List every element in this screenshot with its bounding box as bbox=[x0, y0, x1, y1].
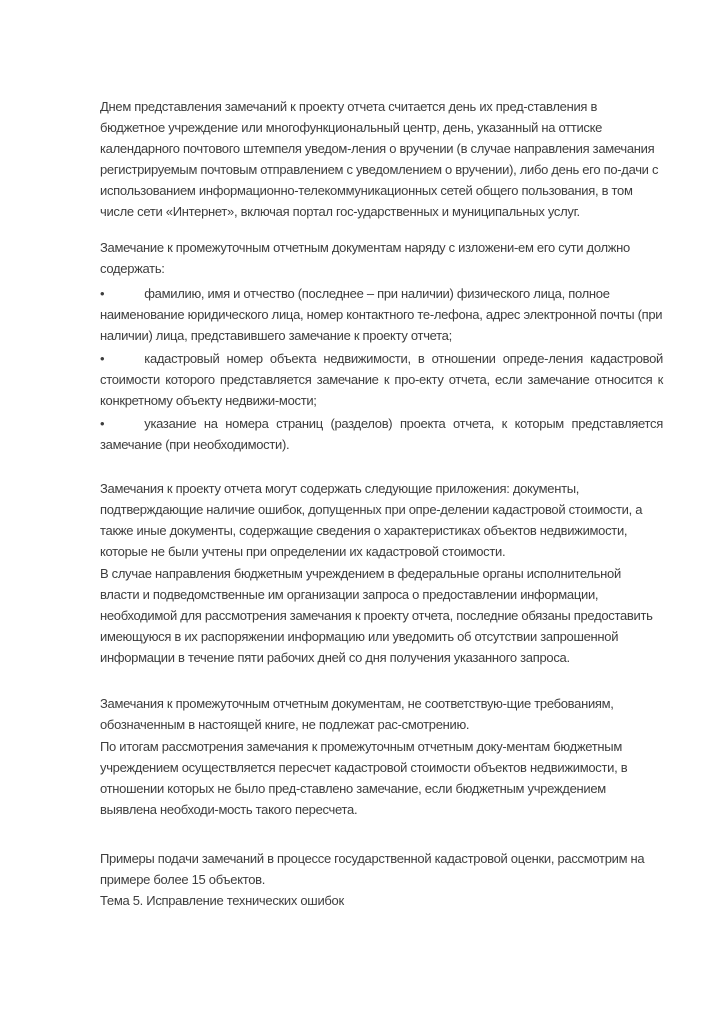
bullet-item-person-details bbox=[100, 283, 663, 346]
paragraph-submission-day: Днем представления замечаний к проекту отчета считается день их пред-ставления в бюджетное учреждение или многофункциональный центр, день, указанный на оттиске календарного почтового штемпеля уведом-ления о вручении (в случае направления замечания регистрируемым почтовым отправлением с уведомлением о вручении), либо день его по-дачи с использованием информационно-телекоммуникационных сетей общего пользования, в том числе сети «Интернет», включая портал гос-ударственных и муниципальных услуг. bbox=[100, 99, 659, 219]
bullet-item-cadastral-number bbox=[100, 348, 663, 411]
bullet-icon: • bbox=[100, 286, 105, 301]
paragraph-non-compliant-remarks: Замечания к промежуточным отчетным документам, не соответствую-щие требованиям, обозначенным в настоящей книге, не подлежат рас-смотрению. bbox=[100, 696, 614, 732]
section-heading-topic-5: Тема 5. Исправление технических ошибок bbox=[100, 893, 344, 908]
paragraph-attachments: Замечания к проекту отчета могут содержать следующие приложения: документы, подтверждающие наличие ошибок, допущенных при опре-делении кадастровой стоимости, а также иные документы, содержащие сведения о характеристиках объектов недвижимости, которые не были учтены при определении их кадастровой стоимости. bbox=[100, 481, 643, 559]
bullet-item-page-numbers bbox=[100, 413, 663, 455]
bullet-text: кадастровый номер объекта недвижимости, в отношении опреде-ления кадастровой стоимости которого представляется замечание к про-екту отчета, если замечание относится к конкретному объекту недвижи-мости; bbox=[100, 351, 663, 408]
paragraph-information-request: В случае направления бюджетным учреждением в федеральные органы исполнительной власти и подведомственные им организации запроса о предоставлении информации, необходимой для рассмотрения замечания к проекту отчета, последние обязаны предоставить имеющуюся в их распоряжении информацию или уведомить об отсутствии запрошенной информации в течение пяти рабочих дней со дня получения указанного запроса. bbox=[100, 566, 653, 665]
bullet-icon: • bbox=[100, 416, 105, 431]
bullet-text: фамилию, имя и отчество (последнее – при наличии) физического лица, полное наименование юридического лица, номер контактного те-лефона, адрес электронной почты (при наличии) лица, представившего замечание к проекту отчета; bbox=[100, 286, 663, 343]
bullet-icon: • bbox=[100, 351, 105, 366]
page-content bbox=[100, 96, 663, 911]
paragraph-examples: Примеры подачи замечаний в процессе государственной кадастровой оценки, рассмотрим на примере более 15 объектов. bbox=[100, 851, 645, 887]
paragraph-remark-must-contain: Замечание к промежуточным отчетным документам наряду с изложени-ем его сути должно содержать: bbox=[100, 240, 630, 276]
bullet-text: указание на номера страниц (разделов) проекта отчета, к которым представляется замечание (при необходимости). bbox=[100, 416, 663, 452]
paragraph-recalculation: По итогам рассмотрения замечания к промежуточным отчетным доку-ментам бюджетным учреждением осуществляется пересчет кадастровой стоимости объектов недвижимости, в отношении которых не было пред-ставлено замечание, если бюджетным учреждением выявлена необходи-мость такого пересчета. bbox=[100, 739, 628, 817]
